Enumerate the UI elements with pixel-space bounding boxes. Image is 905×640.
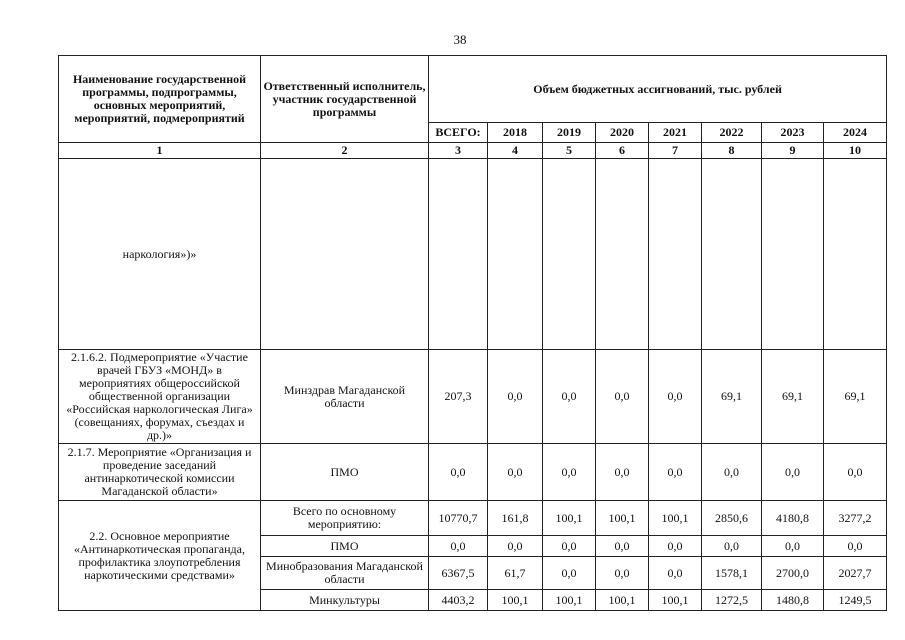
cell-value: 0,0 [488, 536, 543, 557]
header-year: 2019 [543, 123, 596, 143]
cell-value: 100,1 [649, 501, 702, 536]
cell-value: 2700,0 [762, 557, 824, 590]
row-executor: ПМО [261, 536, 429, 557]
cell-value: 0,0 [543, 536, 596, 557]
cell-total: 207,3 [429, 350, 488, 444]
cell-value: 0,0 [649, 444, 702, 501]
cell-value: 0,0 [596, 444, 649, 501]
table-row-2-2-total [59, 501, 887, 536]
cell-total: 0,0 [429, 536, 488, 557]
header-year: 2022 [702, 123, 762, 143]
cell-total: 0,0 [429, 444, 488, 501]
cell-value: 4180,8 [762, 501, 824, 536]
row-name: 2.2. Основное мероприятие «Антинаркотическая пропаганда, профилактика злоупотребления наркотическими средствами» [59, 501, 261, 611]
row-name: наркология»)» [59, 159, 261, 350]
cell-value: 0,0 [596, 350, 649, 444]
cell-value: 61,7 [488, 557, 543, 590]
table-row-2-1-6-2 [59, 350, 887, 444]
cell-value: 100,1 [649, 590, 702, 611]
cell-value: 100,1 [543, 501, 596, 536]
cell-total: 10770,7 [429, 501, 488, 536]
cell-value: 100,1 [488, 590, 543, 611]
cell-value: 0,0 [596, 536, 649, 557]
row-executor: Минобразования Магаданской области [261, 557, 429, 590]
cell-total: 4403,2 [429, 590, 488, 611]
cell-value: 0,0 [824, 444, 887, 501]
cell-value: 69,1 [702, 350, 762, 444]
table-row-2-1-7 [59, 444, 887, 501]
column-number: 5 [543, 143, 596, 159]
cell-value: 1249,5 [824, 590, 887, 611]
header-executor-column: Ответственный исполнитель, участник государственной программы [261, 56, 429, 143]
header-year: 2021 [649, 123, 702, 143]
cell-value: 3277,2 [824, 501, 887, 536]
header-total: ВСЕГО: [429, 123, 488, 143]
cell-value: 2850,6 [702, 501, 762, 536]
cell-value: 0,0 [488, 350, 543, 444]
cell-value: 0,0 [649, 557, 702, 590]
column-number: 10 [824, 143, 887, 159]
header-row [59, 56, 887, 123]
column-number: 4 [488, 143, 543, 159]
cell-value: 0,0 [488, 444, 543, 501]
cell-value: 0,0 [762, 444, 824, 501]
column-number: 8 [702, 143, 762, 159]
header-name-column: Наименование государственной программы, подпрограммы, основных мероприятий, мероприятий, подмероприятий [59, 56, 261, 143]
header-year: 2018 [488, 123, 543, 143]
cell-value: 100,1 [596, 501, 649, 536]
cell-value: 0,0 [702, 536, 762, 557]
cell-value: 1272,5 [702, 590, 762, 611]
cell-value: 2027,7 [824, 557, 887, 590]
column-number: 9 [762, 143, 824, 159]
column-numbers-row [59, 143, 887, 159]
header-year: 2024 [824, 123, 887, 143]
column-number: 6 [596, 143, 649, 159]
cell-value: 69,1 [824, 350, 887, 444]
row-executor: Всего по основному мероприятию: [261, 501, 429, 536]
cell-value: 0,0 [543, 444, 596, 501]
row-executor: ПМО [261, 444, 429, 501]
header-budget-column: Объем бюджетных ассигнований, тыс. рублей [429, 56, 887, 123]
row-executor: Минздрав Магаданской области [261, 350, 429, 444]
cell-value: 0,0 [543, 557, 596, 590]
cell-total: 6367,5 [429, 557, 488, 590]
column-number: 1 [59, 143, 261, 159]
header-year: 2020 [596, 123, 649, 143]
page-number: 38 [453, 32, 467, 47]
cell-value: 0,0 [649, 350, 702, 444]
cell-value: 161,8 [488, 501, 543, 536]
cell-value: 0,0 [762, 536, 824, 557]
column-number: 3 [429, 143, 488, 159]
table-row-continuation [59, 159, 887, 350]
cell-value: 100,1 [596, 590, 649, 611]
row-name: 2.1.6.2. Подмероприятие «Участие врачей ГБУЗ «МОНД» в мероприятиях общероссийской общественной организации «Российская наркологическая Лига» (совещаниях, форумах, съездах и др.)» [59, 350, 261, 444]
cell-value: 1480,8 [762, 590, 824, 611]
cell-value: 100,1 [543, 590, 596, 611]
row-executor: Минкультуры [261, 590, 429, 611]
cell-value: 1578,1 [702, 557, 762, 590]
cell-value: 0,0 [649, 536, 702, 557]
cell-value: 0,0 [596, 557, 649, 590]
header-year: 2023 [762, 123, 824, 143]
row-name: 2.1.7. Мероприятие «Организация и проведение заседаний антинаркотической комиссии Магаданской области» [59, 444, 261, 501]
cell-value: 0,0 [824, 536, 887, 557]
column-number: 7 [649, 143, 702, 159]
budget-table [58, 55, 887, 611]
cell-value: 0,0 [543, 350, 596, 444]
cell-value: 0,0 [702, 444, 762, 501]
cell-value: 69,1 [762, 350, 824, 444]
column-number: 2 [261, 143, 429, 159]
